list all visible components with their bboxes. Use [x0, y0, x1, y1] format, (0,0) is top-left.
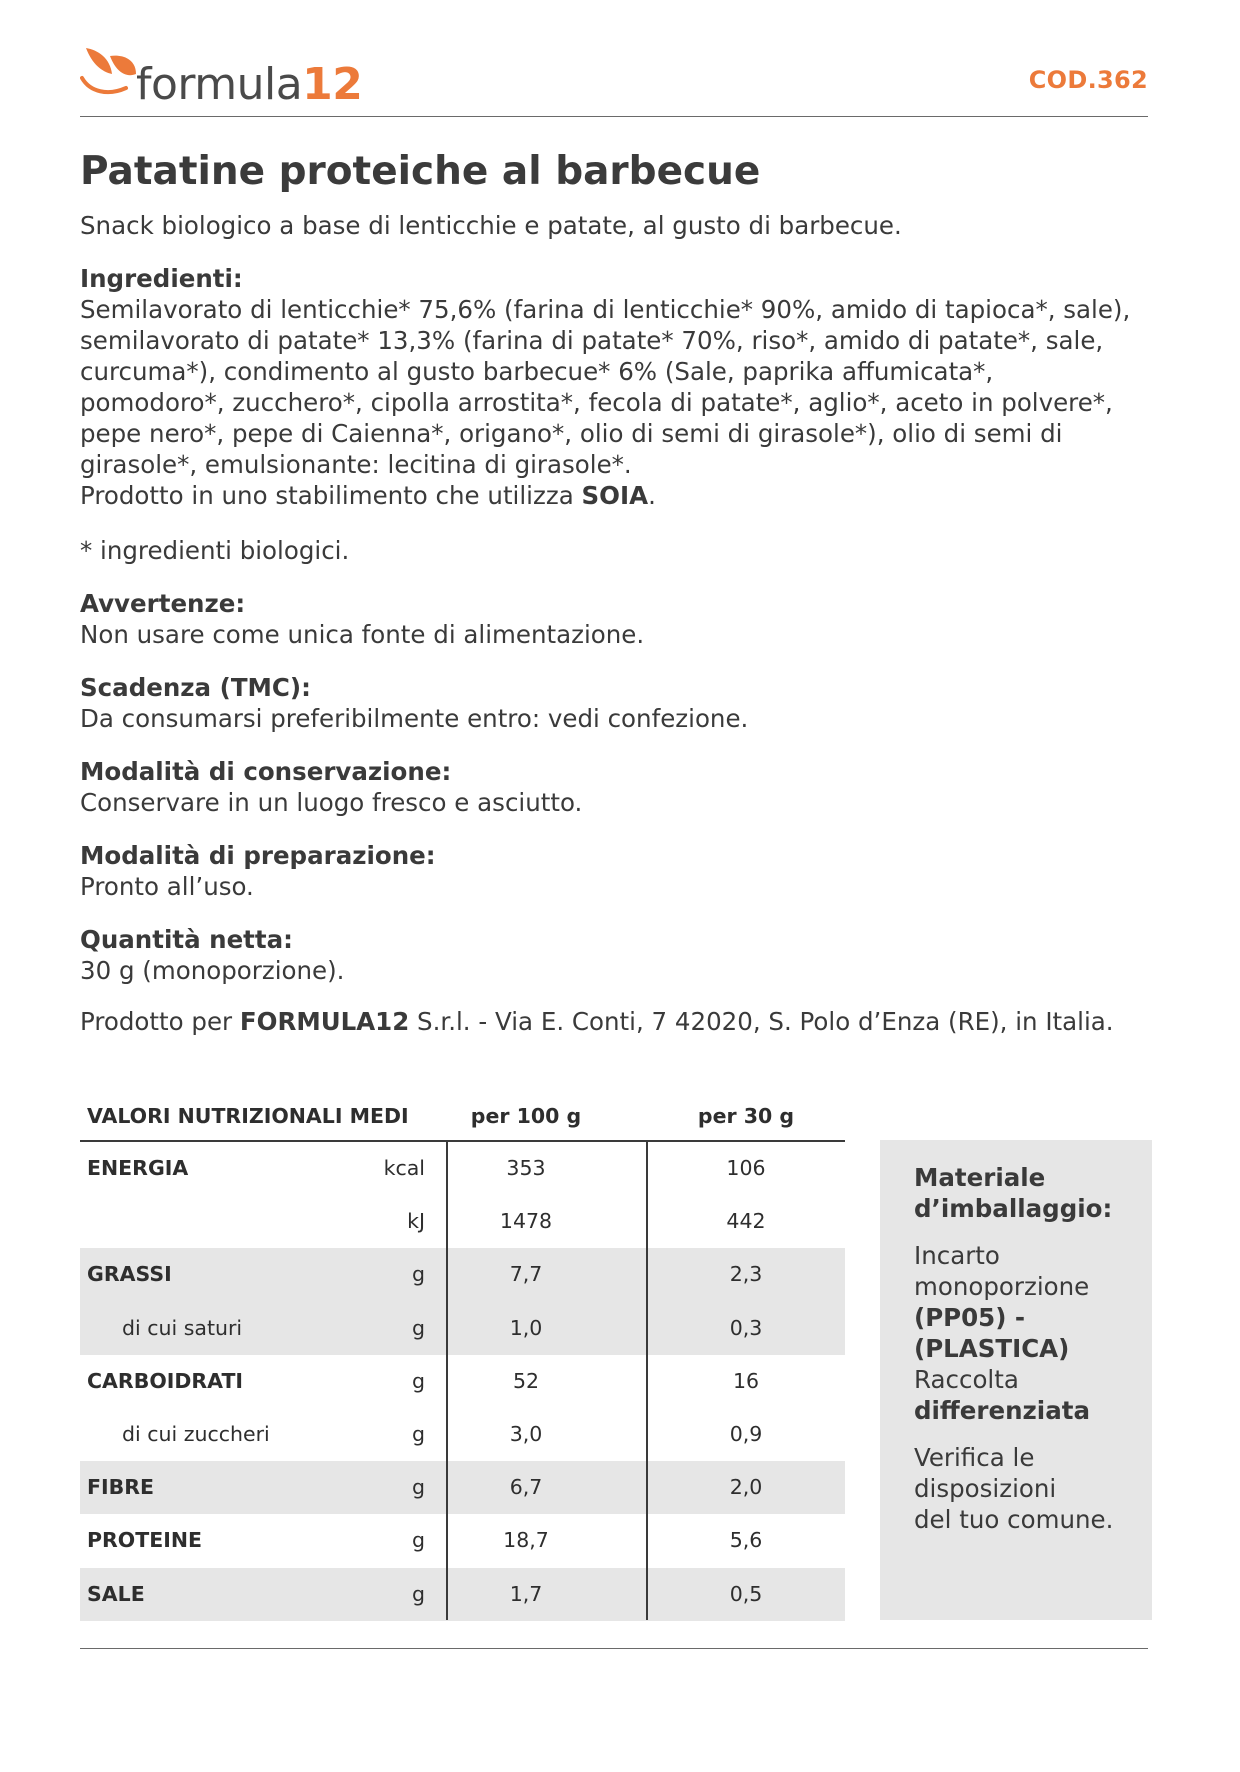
nutrient-unit: g [411, 1315, 425, 1340]
packaging-title-line: Materiale [914, 1163, 1046, 1192]
table-row [80, 1568, 845, 1621]
nutrient-value-30g: 0,5 [729, 1581, 763, 1606]
storage-label: Modalità di conservazione: [80, 757, 452, 786]
nutrition-header [80, 1092, 845, 1142]
ingredients-label: Ingredienti: [80, 264, 243, 293]
preparation-label: Modalità di preparazione: [80, 841, 436, 870]
nutrient-value-30g: 106 [726, 1156, 766, 1180]
table-row [80, 1408, 845, 1461]
producer-line [80, 1006, 1140, 1037]
allergen-prefix: Prodotto in uno stabilimento che utilizza [80, 481, 582, 510]
preparation-text: Pronto all’uso. [80, 872, 254, 901]
allergen-suffix: . [648, 481, 656, 510]
nutrient-unit: g [411, 1581, 425, 1606]
footer-divider [80, 1648, 1148, 1649]
nutrient-value-100g: 7,7 [509, 1262, 543, 1287]
nutrient-value-100g: 1478 [499, 1209, 553, 1234]
nutrient-value-100g: 18,7 [503, 1528, 549, 1553]
allergen-name: SOIA [581, 481, 649, 510]
nutrient-name: di cui zuccheri [122, 1421, 270, 1446]
nutrient-name: PROTEINE [87, 1528, 203, 1553]
table-row [80, 1514, 845, 1567]
nutrient-value-30g: 2,0 [729, 1475, 763, 1500]
nutrient-name: di cui saturi [122, 1315, 243, 1340]
packaging-content [914, 1162, 1154, 1535]
table-row [80, 1142, 845, 1195]
ingredients-line: pepe nero*, pepe di Caienna*, origano*, olio di semi di girasole*), olio di semi di [80, 419, 1063, 448]
packaging-verify [914, 1442, 1154, 1535]
producer-prefix: Prodotto per [80, 1007, 240, 1036]
table-row [80, 1355, 845, 1408]
nutrient-name: CARBOIDRATI [87, 1368, 244, 1393]
organic-note: * ingredienti biologici. [80, 536, 350, 565]
ingredients-section [80, 263, 1140, 566]
ingredients-line: semilavorato di patate* 13,3% (farina di patate* 70%, riso*, amido di patate*, sale, [80, 326, 1104, 355]
nutrient-value-100g: 1,0 [509, 1315, 543, 1340]
packaging-disposal: differenziata [914, 1396, 1090, 1425]
packaging-line: Incarto [914, 1241, 1000, 1270]
warnings-label: Avvertenze: [80, 589, 246, 618]
quantity-section [80, 924, 1140, 986]
product-subtitle: Snack biologico a base di lenticchie e patate, al gusto di barbecue. [80, 211, 902, 240]
quantity-text: 30 g (monoporzione). [80, 956, 345, 985]
table-row [80, 1302, 845, 1355]
nutrient-unit: g [411, 1475, 425, 1500]
preparation-section [80, 840, 1140, 902]
packaging-box [880, 1140, 1152, 1620]
expiry-section [80, 672, 1140, 734]
page-title: Patatine proteiche al barbecue [80, 149, 761, 194]
packaging-line: del tuo comune. [914, 1505, 1114, 1534]
nutrient-value-100g: 1,7 [509, 1581, 543, 1606]
nutrition-header-per100: per 100 g [470, 1104, 582, 1128]
nutrition-header-per30: per 30 g [697, 1104, 795, 1128]
producer-name: FORMULA12 [239, 1007, 410, 1036]
packaging-title-line: d’imballaggio: [914, 1194, 1113, 1223]
warnings-text: Non usare come unica fonte di alimentazione. [80, 620, 645, 649]
warnings-section [80, 588, 1140, 650]
storage-section [80, 756, 1140, 818]
nutrient-value-30g: 0,3 [729, 1315, 763, 1340]
packaging-code: (PP05) - [914, 1303, 1026, 1332]
brand-wordmark [136, 60, 362, 110]
nutrient-value-30g: 442 [726, 1209, 766, 1234]
expiry-text: Da consumarsi preferibilmente entro: vedi confezione. [80, 704, 749, 733]
brand-name: formula [136, 59, 303, 110]
allergen-statement [80, 480, 1140, 511]
nutrient-value-100g: 6,7 [509, 1475, 543, 1500]
table-row [80, 1461, 845, 1514]
brand-logo [80, 44, 363, 110]
table-row [80, 1195, 845, 1248]
packaging-material: (PLASTICA) [914, 1334, 1070, 1363]
nutrient-value-100g: 353 [506, 1156, 546, 1180]
nutrition-header-title: VALORI NUTRIZIONALI MEDI [87, 1104, 409, 1128]
product-sheet [80, 148, 1140, 1037]
nutrient-value-100g: 52 [512, 1368, 540, 1393]
ingredients-line: girasole*, emulsionante: lecitina di girasole*. [80, 450, 632, 479]
packaging-info [914, 1240, 1154, 1426]
packaging-title [914, 1162, 1154, 1224]
nutrient-value-100g: 3,0 [509, 1421, 543, 1446]
packaging-line: disposizioni [914, 1474, 1057, 1503]
nutrient-value-30g: 0,9 [729, 1421, 763, 1446]
nutrient-name: ENERGIA [87, 1156, 189, 1180]
packaging-line: Raccolta [914, 1365, 1019, 1394]
producer-address: S.r.l. - Via E. Conti, 7 42020, S. Polo d’Enza (RE), in Italia. [409, 1007, 1114, 1036]
quantity-label: Quantità netta: [80, 925, 293, 954]
leaf-logo-icon [80, 44, 138, 100]
nutrient-value-30g: 16 [732, 1368, 760, 1393]
nutrient-value-30g: 5,6 [729, 1528, 763, 1553]
nutrient-unit: g [411, 1368, 425, 1393]
header-divider [80, 116, 1148, 117]
table-row [80, 1248, 845, 1301]
nutrient-unit: kcal [383, 1156, 425, 1180]
nutrient-unit: g [411, 1528, 425, 1553]
nutrient-name: SALE [87, 1581, 145, 1606]
table-divider [446, 1142, 448, 1620]
packaging-line: monoporzione [914, 1272, 1090, 1301]
nutrient-unit: g [411, 1262, 425, 1287]
ingredients-line: pomodoro*, zucchero*, cipolla arrostita*, fecola di patate*, aglio*, aceto in polvere*, [80, 388, 1113, 417]
ingredients-line: Semilavorato di lenticchie* 75,6% (farina di lenticchie* 90%, amido di tapioca*, sale), [80, 295, 1131, 324]
nutrition-table [80, 1092, 845, 1621]
nutrient-unit: kJ [407, 1209, 425, 1234]
packaging-line: Verifica le [914, 1443, 1035, 1472]
storage-text: Conservare in un luogo fresco e asciutto. [80, 788, 583, 817]
table-divider [646, 1142, 648, 1620]
ingredients-line: curcuma*), condimento al gusto barbecue* 6% (Sale, paprika affumicata*, [80, 357, 994, 386]
nutrient-name: GRASSI [87, 1262, 172, 1287]
expiry-label: Scadenza (TMC): [80, 673, 311, 702]
product-code: COD.362 [1028, 66, 1148, 94]
nutrient-name: FIBRE [87, 1475, 155, 1500]
nutrient-value-30g: 2,3 [729, 1262, 763, 1287]
nutrient-unit: g [411, 1421, 425, 1446]
brand-number: 12 [302, 59, 363, 110]
